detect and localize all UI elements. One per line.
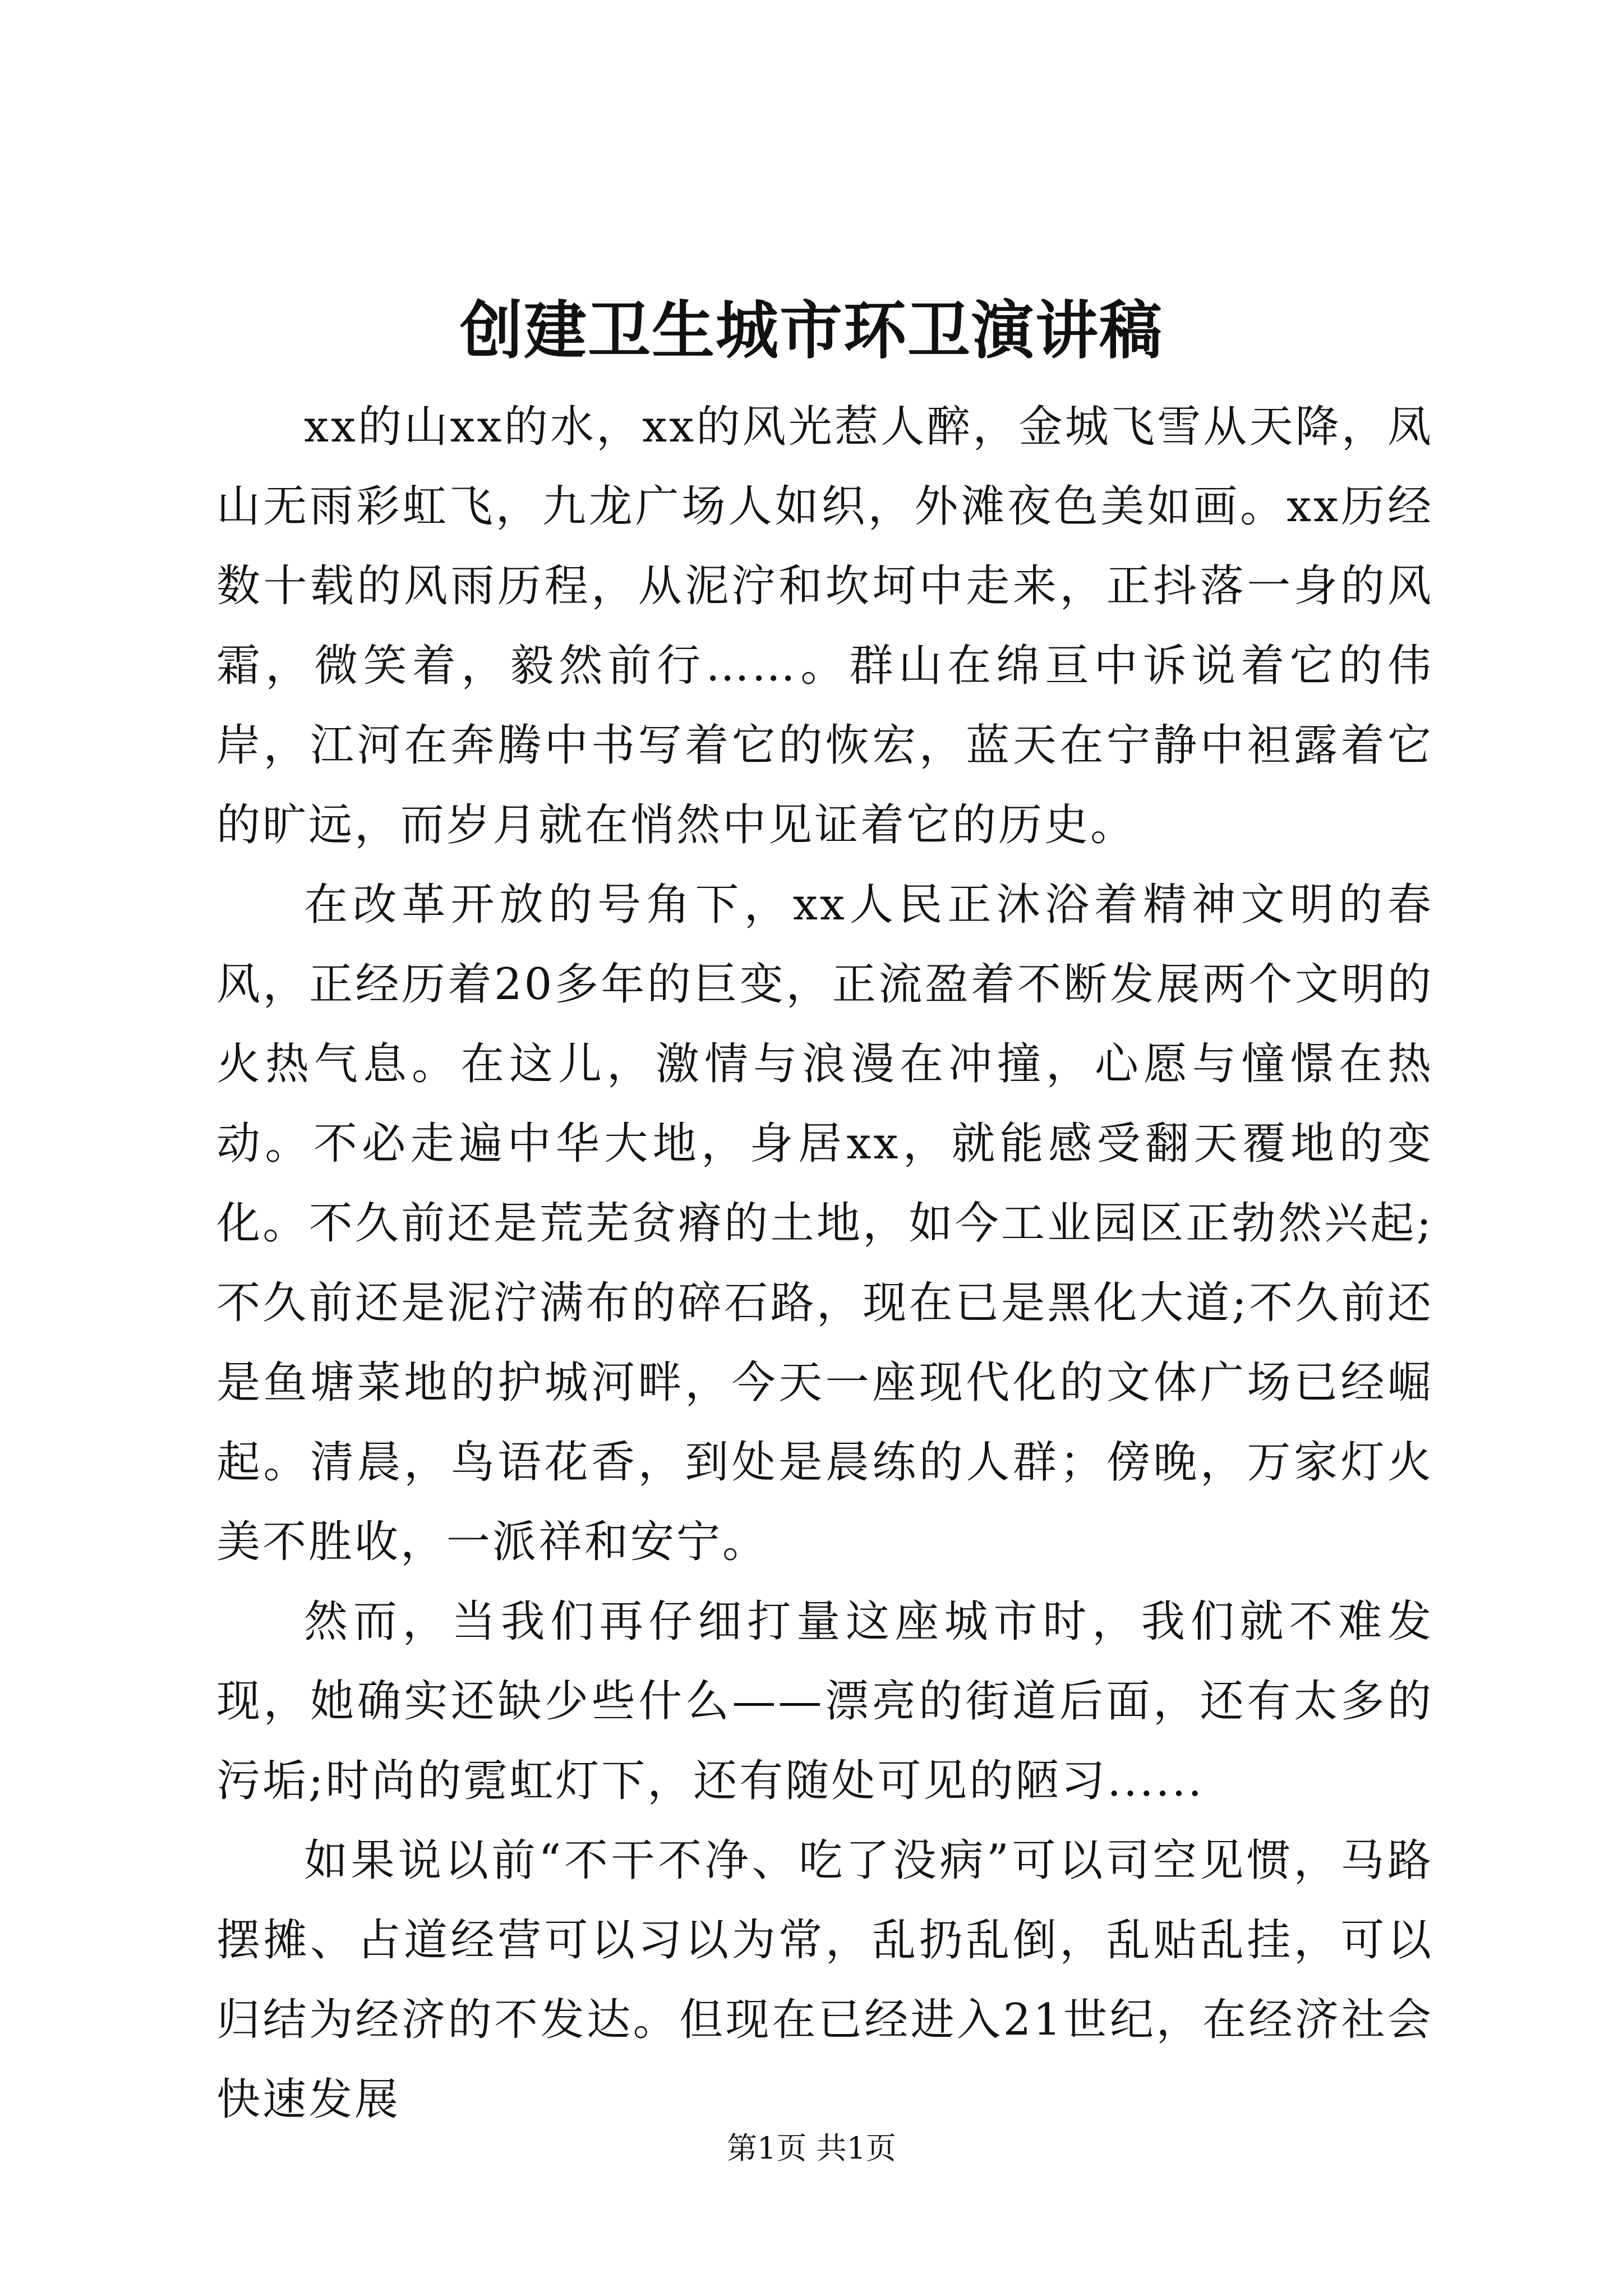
- paragraph-1: xx的山xx的水，xx的风光惹人醉，金城飞雪从天降，凤山无雨彩虹飞，九龙广场人如织，外滩夜色美如画。xx历经数十载的风雨历程，从泥泞和坎坷中走来，正抖落一身的风霜，微笑着，毅然前行……。群山在绵亘中诉说着它的伟岸，江河在奔腾中书写着它的恢宏，蓝天在宁静中袒露着它的旷远，而岁月就在悄然中见证着它的历史。: [216, 402, 1433, 850]
- document-body: [216, 387, 1433, 2139]
- paragraph-3: 然而，当我们再仔细打量这座城市时，我们就不难发现，她确实还缺少些什么——漂亮的街道后面，还有太多的污垢;时尚的霓虹灯下，还有随处可见的陋习......: [216, 1596, 1433, 1806]
- document-title: 创建卫生城市环卫演讲稿: [460, 294, 1163, 367]
- page-footer: 第1页 共1页: [727, 2131, 896, 2166]
- paragraph-2: 在改革开放的号角下，xx人民正沐浴着精神文明的春风，正经历着20多年的巨变，正流盈着不断发展两个文明的火热气息。在这儿，激情与浪漫在冲撞，心愿与憧憬在热动。不必走遍中华大地，身居xx，就能感受翻天覆地的变化。不久前还是荒芜贫瘠的土地，如今工业园区正勃然兴起;不久前还是泥泞满布的碎石路，现在已是黑化大道;不久前还是鱼塘菜地的护城河畔，今天一座现代化的文体广场已经崛起。清晨，鸟语花香，到处是晨练的人群；傍晚，万家灯火美不胜收，一派祥和安宁。: [216, 880, 1433, 1567]
- paragraph-4: 如果说以前“不干不净、吃了没病”可以司空见惯，马路摆摊、占道经营可以习以为常，乱扔乱倒，乱贴乱挂，可以归结为经济的不发达。但现在已经进入21世纪，在经济社会快速发展: [216, 1835, 1433, 2125]
